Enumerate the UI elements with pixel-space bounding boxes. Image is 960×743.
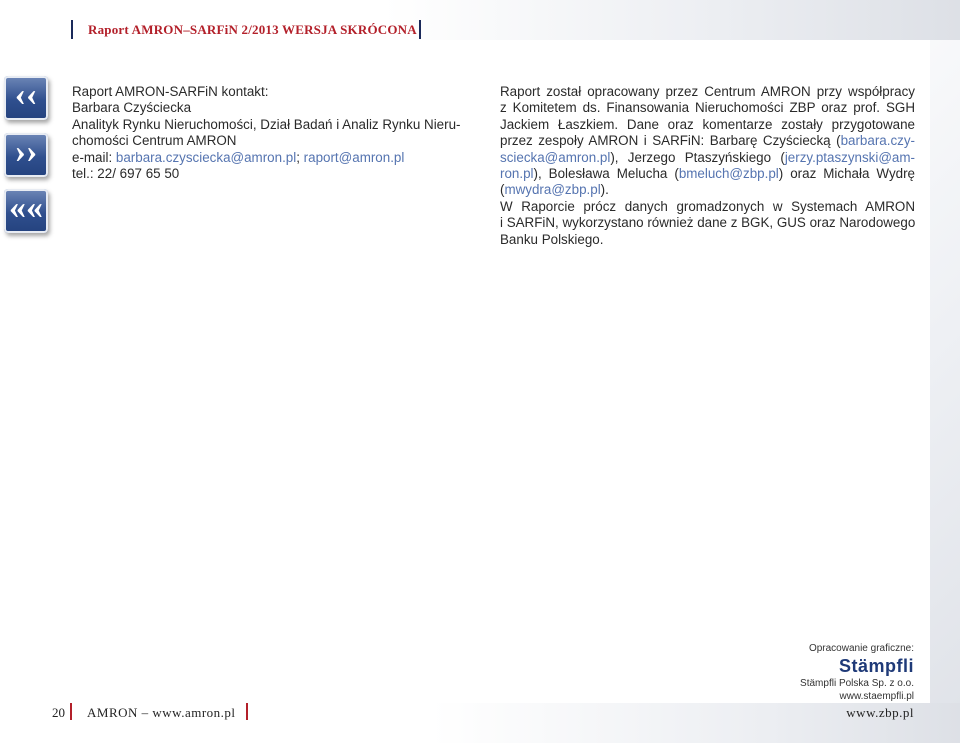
contact-phone: tel.: 22/ 697 65 50: [72, 166, 180, 182]
email-link-czysciecka[interactable]: barbara.czysciecka@amron.pl: [115, 149, 297, 165]
page-number: 20: [52, 705, 65, 720]
contact-email-line: [72, 150, 482, 166]
body-text-span: (: [500, 182, 505, 198]
footer-zbp-link[interactable]: www.zbp.pl: [846, 705, 914, 720]
body-line: [500, 150, 915, 166]
body-text-span: ), Jerzego Ptaszyńskiego (: [610, 149, 785, 165]
email-separator: ;: [296, 149, 304, 165]
design-credits: [800, 642, 914, 703]
body-line: Banku Polskiego.: [500, 231, 604, 247]
body-line: Jackiem Łaszkiem. Dane oraz komentarze zostały przygotowane: [500, 116, 915, 132]
body-text-span: ) oraz Michała Wydrę: [778, 166, 915, 182]
footer-site-link[interactable]: AMRON – www.amron.pl: [87, 705, 236, 720]
email-link-wydra[interactable]: mwydra@zbp.pl: [504, 182, 601, 198]
contact-block: [72, 84, 482, 182]
contact-role-line2: chomości Centrum AMRON: [72, 133, 237, 149]
email-link-czysciecka[interactable]: barbara.czy-: [840, 133, 915, 149]
nav-back-button[interactable]: [4, 189, 48, 233]
nav-next-button[interactable]: [4, 133, 48, 177]
header-title: Raport AMRON–SARFiN 2/2013 WERSJA SKRÓCONA: [88, 22, 417, 37]
body-line: [500, 182, 915, 198]
staempfli-logo: Stämpfli: [838, 656, 914, 676]
email-link-meluch[interactable]: bmeluch@zbp.pl: [678, 166, 779, 182]
email-link-raport[interactable]: raport@amron.pl: [303, 149, 405, 165]
contact-heading: Raport AMRON-SARFiN kontakt:: [72, 84, 269, 99]
footer-divider: [70, 703, 72, 720]
contact-role-line1: Analityk Rynku Nieruchomości, Dział Badań i Analiz Rynku Nieru-: [72, 116, 461, 132]
body-text-span: przez zespoły AMRON i SARFiN: Barbarę Czyściecką (: [500, 133, 841, 149]
body-line: [500, 166, 915, 182]
body-line: i SARFiN, wykorzystano również dane z BGK, GUS oraz Narodowego: [500, 215, 916, 231]
contact-name: Barbara Czyściecka: [72, 100, 192, 116]
body-line: z Komitetem ds. Finansowania Nieruchomości ZBP oraz prof. SGH: [500, 100, 915, 116]
body-line: Raport został opracowany przez Centrum AMRON przy współpracy: [500, 84, 915, 99]
body-text-span: ).: [600, 182, 609, 198]
body-text: [500, 84, 915, 248]
email-link-czysciecka[interactable]: sciecka@amron.pl: [500, 149, 611, 165]
body-text-span: ), Bolesława Melucha (: [533, 166, 679, 182]
header-divider-left: [71, 20, 73, 39]
email-label: e-mail:: [72, 149, 116, 165]
credits-company: Stämpfli Polska Sp. z o.o.: [800, 678, 914, 689]
body-line: [500, 133, 915, 149]
double-chevron-left-icon: ‹‹: [14, 76, 38, 113]
email-link-ptaszynski[interactable]: jerzy.ptaszynski@am-: [784, 149, 915, 165]
footer-divider: [246, 703, 248, 720]
email-link-ptaszynski[interactable]: ron.pl: [500, 166, 534, 182]
credits-label: Opracowanie graficzne:: [808, 643, 914, 654]
double-chevron-right-icon: ››: [14, 133, 38, 170]
header-divider-right: [419, 20, 421, 39]
credits-site-link[interactable]: www.staempfli.pl: [839, 691, 914, 702]
double-chevron-left-icon: ««: [9, 189, 43, 226]
nav-previous-button[interactable]: [4, 76, 48, 120]
body-line: W Raporcie prócz danych gromadzonych w Systemach AMRON: [500, 198, 915, 214]
